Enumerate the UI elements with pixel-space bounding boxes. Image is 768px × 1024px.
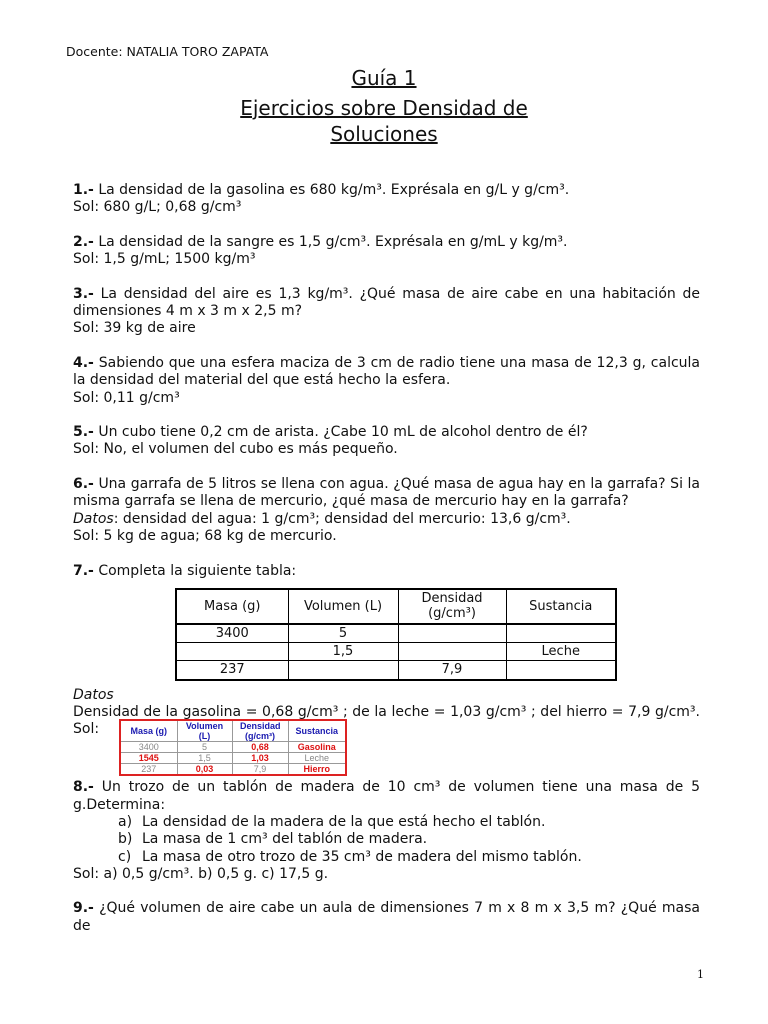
- table-cell: [398, 624, 506, 643]
- exercise-7: [73, 563, 700, 780]
- exercise-6: [73, 476, 700, 545]
- exercise-3: [73, 286, 700, 338]
- list-item-label: c): [118, 848, 132, 865]
- solution-cell: 3400: [120, 742, 177, 753]
- exercise-number: 3.-: [73, 285, 94, 302]
- exercise-solution: Sol: a) 0,5 g/cm³. b) 0,5 g. c) 17,5 g.: [73, 865, 329, 882]
- table-header-density: Densidad (g/cm³): [421, 590, 483, 621]
- solution-cell: Hierro: [288, 764, 346, 776]
- exercise-question-cont: la densidad del material del que está hecho la esfera.: [73, 372, 451, 389]
- exercise-number: 4.-: [73, 354, 94, 371]
- datos-label: Datos: [73, 510, 114, 527]
- table-header-cell: Sustancia: [506, 589, 616, 624]
- solution-cell: Leche: [288, 753, 346, 764]
- table-header-cell: [398, 589, 506, 624]
- exercise-2: [73, 234, 700, 269]
- exercise-1: [73, 182, 700, 217]
- solution-row: [73, 721, 700, 779]
- exercise-solution: Sol: No, el volumen del cubo es más pequeño.: [73, 441, 398, 458]
- table-cell: 3400: [176, 624, 288, 643]
- list-item-text: La masa de otro trozo de 35 cm³ de madera del mismo tablón.: [142, 848, 582, 865]
- table-row: [176, 624, 616, 643]
- exercise-9: [73, 900, 700, 935]
- teacher-name: Docente: NATALIA TORO ZAPATA: [66, 44, 269, 59]
- solution-header-cell: [232, 720, 288, 742]
- table-cell: 7,9: [398, 661, 506, 680]
- solution-cell: 237: [120, 764, 177, 776]
- exercise-number: 9.-: [73, 900, 94, 917]
- table-cell: [176, 643, 288, 661]
- solution-cell: 0,68: [232, 742, 288, 753]
- exercise-5: [73, 424, 700, 459]
- solution-cell: 5: [177, 742, 232, 753]
- table-cell: 1,5: [288, 643, 398, 661]
- table-header-row: [176, 589, 616, 624]
- list-item-label: b): [118, 831, 133, 848]
- datos-text: : densidad del agua: 1 g/cm³; densidad del mercurio: 13,6 g/cm³.: [113, 510, 571, 527]
- solution-cell: 1,03: [232, 753, 288, 764]
- exercise-number: 6.-: [73, 476, 94, 493]
- exercise-solution: Sol: 5 kg de agua; 68 kg de mercurio.: [73, 527, 337, 544]
- density-table: [175, 588, 617, 681]
- solution-row-hierro: [120, 764, 346, 776]
- table-cell: [288, 661, 398, 680]
- exercise-question: La densidad del aire es 1,3 kg/m³. ¿Qué masa de aire cabe en una habitación de: [93, 285, 700, 302]
- solution-cell: 1545: [120, 753, 177, 764]
- table-header-cell: Volumen (L): [288, 589, 398, 624]
- exercise-question-cont: dimensiones 4 m x 3 m x 2,5 m?: [73, 303, 303, 320]
- table-row: [176, 661, 616, 680]
- exercise-question: Una garrafa de 5 litros se llena con agua. ¿Qué masa de agua hay en la garrafa? Si la: [93, 476, 700, 493]
- table-cell: Leche: [506, 643, 616, 661]
- solution-header-cell: [177, 720, 232, 742]
- exercise-question: La densidad de la gasolina es 680 kg/m³. Exprésala en g/L y g/cm³.: [93, 182, 570, 198]
- exercise-number: 7.-: [73, 562, 94, 579]
- table-header-cell: Masa (g): [176, 589, 288, 624]
- solution-cell: 7,9: [232, 764, 288, 776]
- exercise-question: Un trozo de un tablón de madera de 10 cm³ de volumen tiene una masa de 5: [93, 779, 700, 796]
- exercise-8: [73, 779, 700, 883]
- solution-table: [119, 719, 347, 776]
- solution-label: Sol:: [73, 721, 100, 738]
- datos-text: Densidad de la gasolina = 0,68 g/cm³ ; de la leche = 1,03 g/cm³ ; del hierro = 7,9 g/cm³.: [73, 704, 700, 721]
- list-item: [73, 849, 700, 866]
- list-item: [73, 831, 700, 848]
- exercise-solution: Sol: 39 kg de aire: [73, 320, 196, 337]
- solution-header-cell: Masa (g): [120, 720, 177, 742]
- exercise-solution: Sol: 1,5 g/mL; 1500 kg/m³: [73, 251, 256, 268]
- exercise-solution: Sol: 0,11 g/cm³: [73, 389, 180, 406]
- solution-cell: 0,03: [177, 764, 232, 776]
- page-number: 1: [697, 968, 704, 981]
- exercise-question: Sabiendo que una esfera maciza de 3 cm de radio tiene una masa de 12,3 g, calcula: [93, 354, 700, 371]
- solution-header-volume: Volumen (L): [185, 721, 224, 742]
- guide-subtitle-line1: Ejercicios sobre Densidad de: [240, 96, 528, 120]
- guide-subtitle-line2: Soluciones: [330, 122, 438, 146]
- list-item-label: a): [118, 813, 133, 830]
- exercise-question: ¿Qué volumen de aire cabe un aula de dimensiones 7 m x 8 m x 3,5 m? ¿Qué masa de: [73, 900, 700, 934]
- exercise-number: 8.-: [73, 779, 94, 796]
- datos-label: Datos: [73, 686, 114, 703]
- table-cell: [398, 643, 506, 661]
- list-item-text: La masa de 1 cm³ del tablón de madera.: [142, 831, 428, 848]
- exercise-number: 2.-: [73, 233, 94, 250]
- exercise-question: Completa la siguiente tabla:: [93, 562, 297, 579]
- solution-header-cell: Sustancia: [288, 720, 346, 742]
- solution-row-gasolina: [120, 742, 346, 753]
- exercise-question-cont: misma garrafa se llena de mercurio, ¿qué masa de mercurio hay en la garrafa?: [73, 493, 629, 510]
- exercise-question: La densidad de la sangre es 1,5 g/cm³. Exprésala en g/mL y kg/m³.: [93, 233, 568, 250]
- solution-cell: Gasolina: [288, 742, 346, 753]
- exercise-question: Un cubo tiene 0,2 cm de arista. ¿Cabe 10 mL de alcohol dentro de él?: [93, 424, 588, 441]
- table-cell: 237: [176, 661, 288, 680]
- list-item-text: La densidad de la madera de la que está hecho el tablón.: [142, 813, 546, 830]
- table-cell: [506, 661, 616, 680]
- solution-header-row: [120, 720, 346, 742]
- table-cell: 5: [288, 624, 398, 643]
- exercise-question-cont: g.Determina:: [73, 796, 166, 813]
- exercise-number: 5.-: [73, 424, 94, 441]
- exercise-solution: Sol: 680 g/L; 0,68 g/cm³: [73, 199, 242, 216]
- list-item: [73, 814, 700, 831]
- table-cell: [506, 624, 616, 643]
- solution-header-density: Densidad (g/cm³): [240, 721, 281, 742]
- guide-title: Guía 1: [351, 66, 417, 90]
- solution-cell: 1,5: [177, 753, 232, 764]
- solution-row-leche: [120, 753, 346, 764]
- exercise-4: [73, 355, 700, 407]
- exercise-number: 1.-: [73, 182, 94, 198]
- table-row: [176, 643, 616, 661]
- exercise-list: [73, 182, 700, 952]
